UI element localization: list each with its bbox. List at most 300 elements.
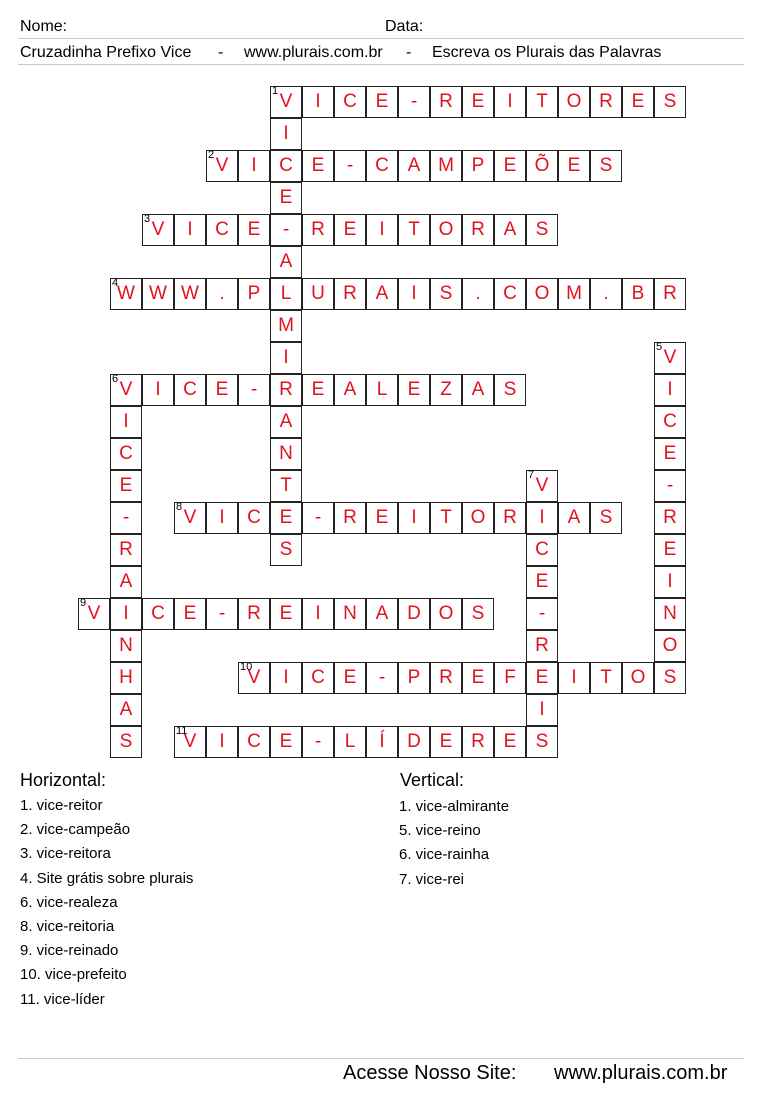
cell-letter: R: [343, 283, 357, 304]
cell-letter: Í: [379, 731, 385, 752]
crossword-cell[interactable]: [238, 598, 270, 630]
cell-letter: C: [535, 539, 549, 560]
cell-letter: -: [410, 91, 418, 112]
cell-letter: A: [119, 571, 133, 592]
cell-letter: R: [439, 667, 453, 688]
cell-letter: R: [503, 507, 517, 528]
cell-letter: R: [439, 91, 453, 112]
cell-letter: C: [503, 283, 517, 304]
cell-letter: Õ: [534, 155, 550, 176]
crossword-cell[interactable]: [494, 278, 526, 310]
crossword-cell[interactable]: [110, 406, 142, 438]
crossword-cell[interactable]: [526, 278, 558, 310]
cell-letter: D: [407, 603, 421, 624]
crossword-cell[interactable]: [366, 726, 398, 758]
cell-letter: M: [278, 315, 294, 336]
cell-letter: V: [183, 507, 197, 528]
cell-letter: E: [279, 731, 293, 752]
crossword-cell[interactable]: [462, 150, 494, 182]
crossword-cell[interactable]: [494, 374, 526, 406]
crossword-cell[interactable]: [526, 662, 558, 694]
crossword-cell[interactable]: [526, 534, 558, 566]
crossword-cell[interactable]: [270, 502, 302, 534]
crossword-cell[interactable]: [302, 86, 334, 118]
crossword-cell[interactable]: [430, 502, 462, 534]
cell-letter: -: [218, 603, 226, 624]
cell-letter: N: [343, 603, 357, 624]
crossword-cell[interactable]: [654, 342, 686, 374]
cell-letter: A: [375, 283, 389, 304]
cell-letter: V: [183, 731, 197, 752]
cell-letter: L: [376, 379, 388, 400]
crossword-cell[interactable]: [302, 502, 334, 534]
crossword-cell[interactable]: [430, 726, 462, 758]
cell-letter: C: [663, 411, 677, 432]
cell-letter: O: [470, 507, 486, 528]
crossword-cell[interactable]: [494, 726, 526, 758]
crossword-cell[interactable]: [110, 726, 142, 758]
crossword-cell[interactable]: [654, 534, 686, 566]
cell-letter: O: [534, 283, 550, 304]
cell-letter: T: [600, 667, 612, 688]
vertical-clue-item: 7. vice-rei: [399, 870, 465, 888]
crossword-cell[interactable]: [398, 726, 430, 758]
cell-letter: A: [119, 699, 133, 720]
cell-letter: T: [440, 507, 452, 528]
crossword-cell[interactable]: [238, 502, 270, 534]
horizontal-clue-item: 11. vice-líder: [20, 990, 105, 1008]
crossword-cell[interactable]: [558, 278, 590, 310]
crossword-cell[interactable]: [366, 86, 398, 118]
crossword-cell[interactable]: [302, 662, 334, 694]
crossword-cell[interactable]: [174, 598, 206, 630]
crossword-cell[interactable]: [110, 534, 142, 566]
cell-letter: V: [87, 603, 101, 624]
cell-letter: -: [250, 379, 258, 400]
date-label: Data:: [385, 18, 424, 35]
crossword-cell[interactable]: [526, 598, 558, 630]
crossword-cell[interactable]: [110, 502, 142, 534]
cell-letter: W: [149, 283, 167, 304]
horizontal-clue-item: 3. vice-reitora: [20, 845, 111, 863]
crossword-cell[interactable]: [526, 566, 558, 598]
crossword-cell[interactable]: [366, 662, 398, 694]
cell-letter: L: [280, 283, 292, 304]
crossword-cell[interactable]: [238, 726, 270, 758]
cell-letter: Z: [440, 379, 452, 400]
cell-letter: A: [375, 603, 389, 624]
crossword-cell[interactable]: [654, 438, 686, 470]
crossword-cell[interactable]: [526, 86, 558, 118]
horizontal-clue-item: 8. vice-reitoria: [20, 918, 115, 936]
crossword-cell[interactable]: [430, 662, 462, 694]
crossword-cell[interactable]: [366, 150, 398, 182]
crossword-cell[interactable]: [590, 278, 622, 310]
crossword-cell[interactable]: [526, 726, 558, 758]
subtitle-separator: -: [218, 44, 224, 61]
cell-letter: O: [438, 603, 454, 624]
crossword-cell[interactable]: [174, 502, 206, 534]
crossword-cell[interactable]: [174, 214, 206, 246]
cell-letter: P: [247, 283, 261, 304]
crossword-cell[interactable]: [558, 150, 590, 182]
cell-letter: M: [438, 155, 454, 176]
cell-letter: E: [535, 667, 549, 688]
crossword-cell[interactable]: [430, 86, 462, 118]
crossword-cell[interactable]: [462, 502, 494, 534]
crossword-cell[interactable]: [366, 374, 398, 406]
cell-letter: I: [251, 155, 257, 176]
crossword-cell[interactable]: [270, 726, 302, 758]
cell-letter: I: [283, 123, 289, 144]
crossword-cell[interactable]: [110, 438, 142, 470]
crossword-cell[interactable]: [622, 278, 654, 310]
crossword-cell[interactable]: [302, 278, 334, 310]
cell-letter: I: [123, 603, 129, 624]
crossword-cell[interactable]: [334, 86, 366, 118]
crossword-cell[interactable]: [526, 150, 558, 182]
cell-letter: V: [663, 347, 677, 368]
crossword-cell[interactable]: [398, 150, 430, 182]
cell-letter: C: [247, 731, 261, 752]
crossword-cell[interactable]: [494, 86, 526, 118]
cell-letter: S: [439, 283, 453, 304]
crossword-cell[interactable]: [558, 86, 590, 118]
crossword-cell[interactable]: [206, 214, 238, 246]
crossword-cell[interactable]: [462, 598, 494, 630]
cell-letter: .: [219, 283, 225, 304]
cell-letter: I: [539, 699, 545, 720]
cell-letter: A: [343, 379, 357, 400]
horizontal-clue-item: 10. vice-prefeito: [20, 966, 127, 984]
crossword-cell[interactable]: [78, 598, 110, 630]
cell-letter: I: [571, 667, 577, 688]
cell-letter: O: [438, 219, 454, 240]
cell-letter: D: [407, 731, 421, 752]
cell-letter: R: [279, 379, 293, 400]
crossword-cell[interactable]: [142, 374, 174, 406]
footer-url[interactable]: www.plurais.com.br: [554, 1062, 728, 1084]
cell-letter: -: [314, 731, 322, 752]
cell-letter: E: [311, 379, 325, 400]
clue-number: 4: [112, 277, 119, 289]
crossword-cell[interactable]: [462, 726, 494, 758]
crossword-cell[interactable]: [430, 598, 462, 630]
vertical-clue-item: 5. vice-reino: [399, 822, 481, 840]
cell-letter: -: [282, 219, 290, 240]
cell-letter: V: [119, 379, 133, 400]
crossword-cell[interactable]: [270, 374, 302, 406]
crossword-cell[interactable]: [206, 502, 238, 534]
crossword-cell[interactable]: [526, 694, 558, 726]
cell-letter: I: [219, 507, 225, 528]
cell-letter: C: [151, 603, 165, 624]
cell-letter: W: [117, 283, 135, 304]
crossword-cell[interactable]: [238, 278, 270, 310]
crossword-cell[interactable]: [654, 502, 686, 534]
crossword-cell[interactable]: [270, 310, 302, 342]
cell-letter: -: [378, 667, 386, 688]
cell-letter: A: [471, 379, 485, 400]
cell-letter: E: [279, 507, 293, 528]
cell-letter: O: [662, 635, 678, 656]
cell-letter: M: [566, 283, 582, 304]
crossword-cell[interactable]: [430, 374, 462, 406]
cell-letter: E: [247, 219, 261, 240]
crossword-cell[interactable]: [110, 470, 142, 502]
crossword-cell[interactable]: [654, 566, 686, 598]
cell-letter: E: [535, 571, 549, 592]
cell-letter: -: [122, 507, 130, 528]
crossword-cell[interactable]: [110, 662, 142, 694]
cell-letter: E: [279, 187, 293, 208]
cell-letter: P: [407, 667, 421, 688]
cell-letter: -: [346, 155, 354, 176]
crossword-cell[interactable]: [366, 214, 398, 246]
crossword-cell[interactable]: [334, 598, 366, 630]
cell-letter: S: [503, 379, 517, 400]
crossword-cell[interactable]: [334, 662, 366, 694]
crossword-cell[interactable]: [334, 150, 366, 182]
clue-number: 7: [528, 469, 535, 481]
crossword-cell[interactable]: [334, 726, 366, 758]
crossword-cell[interactable]: [526, 630, 558, 662]
crossword-cell[interactable]: [622, 662, 654, 694]
crossword-cell[interactable]: [206, 374, 238, 406]
cell-letter: E: [471, 667, 485, 688]
crossword-cell[interactable]: [334, 214, 366, 246]
crossword-cell[interactable]: [654, 374, 686, 406]
crossword-cell[interactable]: [462, 214, 494, 246]
crossword-cell[interactable]: [238, 214, 270, 246]
crossword-cell[interactable]: [270, 150, 302, 182]
crossword-cell[interactable]: [590, 502, 622, 534]
crossword-cell[interactable]: [302, 214, 334, 246]
cell-letter: I: [379, 219, 385, 240]
crossword-cell[interactable]: [270, 598, 302, 630]
clue-number: 11: [176, 725, 188, 737]
crossword-cell[interactable]: [174, 726, 206, 758]
crossword-cell[interactable]: [302, 726, 334, 758]
crossword-cell[interactable]: [110, 374, 142, 406]
crossword-cell[interactable]: [526, 502, 558, 534]
crossword-cell[interactable]: [366, 278, 398, 310]
cell-letter: I: [283, 347, 289, 368]
cell-letter: F: [504, 667, 516, 688]
cell-letter: E: [471, 91, 485, 112]
crossword-cell[interactable]: [270, 534, 302, 566]
crossword-cell[interactable]: [398, 214, 430, 246]
cell-letter: N: [119, 635, 133, 656]
crossword-cell[interactable]: [622, 86, 654, 118]
crossword-cell[interactable]: [398, 662, 430, 694]
crossword-cell[interactable]: [398, 86, 430, 118]
crossword-cell[interactable]: [654, 630, 686, 662]
crossword-cell[interactable]: [462, 374, 494, 406]
crossword-cell[interactable]: [142, 214, 174, 246]
crossword-cell[interactable]: [526, 470, 558, 502]
crossword-cell[interactable]: [302, 374, 334, 406]
crossword-cell[interactable]: [334, 374, 366, 406]
cell-letter: I: [187, 219, 193, 240]
crossword-cell[interactable]: [430, 214, 462, 246]
crossword-cell[interactable]: [270, 342, 302, 374]
cell-letter: E: [375, 91, 389, 112]
crossword-cell[interactable]: [366, 598, 398, 630]
crossword-cell[interactable]: [270, 406, 302, 438]
cell-letter: -: [314, 507, 322, 528]
crossword-cell[interactable]: [270, 118, 302, 150]
crossword-cell[interactable]: [110, 630, 142, 662]
cell-letter: A: [567, 507, 581, 528]
crossword-cell[interactable]: [142, 598, 174, 630]
crossword-cell[interactable]: [334, 278, 366, 310]
crossword-cell[interactable]: [270, 246, 302, 278]
crossword-cell[interactable]: [398, 374, 430, 406]
crossword-cell[interactable]: [558, 502, 590, 534]
crossword-cell[interactable]: [174, 374, 206, 406]
crossword-cell[interactable]: [494, 150, 526, 182]
crossword-cell[interactable]: [238, 662, 270, 694]
cell-letter: R: [663, 507, 677, 528]
crossword-cell[interactable]: [590, 150, 622, 182]
crossword-cell[interactable]: [110, 278, 142, 310]
crossword-cell[interactable]: [430, 278, 462, 310]
crossword-cell[interactable]: [302, 598, 334, 630]
cell-letter: V: [535, 475, 549, 496]
cell-letter: E: [503, 155, 517, 176]
cell-letter: I: [507, 91, 513, 112]
crossword-cell[interactable]: [206, 598, 238, 630]
crossword-cell[interactable]: [206, 726, 238, 758]
cell-letter: A: [279, 251, 293, 272]
cell-letter: S: [279, 539, 293, 560]
cell-letter: R: [471, 219, 485, 240]
crossword-cell[interactable]: [270, 214, 302, 246]
clue-number: 10: [240, 661, 253, 673]
cell-letter: S: [599, 507, 613, 528]
footer-rule: [18, 1058, 744, 1059]
cell-letter: I: [155, 379, 161, 400]
subtitle-separator: -: [406, 44, 412, 61]
crossword-cell[interactable]: [462, 86, 494, 118]
crossword-cell[interactable]: [270, 278, 302, 310]
crossword-cell[interactable]: [302, 150, 334, 182]
crossword-cell[interactable]: [430, 150, 462, 182]
cell-letter: .: [603, 283, 609, 304]
crossword-cell[interactable]: [238, 150, 270, 182]
cell-letter: -: [666, 475, 674, 496]
cell-letter: I: [667, 379, 673, 400]
cell-letter: S: [471, 603, 485, 624]
crossword-cell[interactable]: [654, 278, 686, 310]
cell-letter: E: [631, 91, 645, 112]
cell-letter: R: [663, 283, 677, 304]
crossword-cell[interactable]: [654, 406, 686, 438]
cell-letter: C: [119, 443, 133, 464]
crossword-cell[interactable]: [494, 662, 526, 694]
crossword-cell[interactable]: [654, 598, 686, 630]
horizontal-clues-list: [20, 794, 193, 1012]
horizontal-clue-item: 1. vice-reitor: [20, 797, 103, 814]
cell-letter: S: [119, 731, 133, 752]
cell-letter: I: [315, 91, 321, 112]
crossword-cell[interactable]: [590, 662, 622, 694]
crossword-cell[interactable]: [558, 662, 590, 694]
crossword-cell[interactable]: [270, 662, 302, 694]
horizontal-clue-item: 2. vice-campeão: [20, 821, 131, 839]
crossword-cell[interactable]: [270, 86, 302, 118]
crossword-cell[interactable]: [206, 278, 238, 310]
crossword-cell[interactable]: [366, 502, 398, 534]
cell-letter: I: [411, 283, 417, 304]
cell-letter: O: [630, 667, 646, 688]
cell-letter: R: [599, 91, 613, 112]
cell-letter: E: [311, 155, 325, 176]
cell-letter: I: [315, 603, 321, 624]
cell-letter: C: [375, 155, 389, 176]
footer-label: Acesse Nosso Site:: [343, 1062, 517, 1084]
cell-letter: E: [343, 219, 357, 240]
subtitle-instructions: Escreva os Plurais das Palavras: [432, 44, 662, 61]
crossword-cell[interactable]: [110, 694, 142, 726]
crossword-cell[interactable]: [494, 502, 526, 534]
crossword-cell[interactable]: [334, 502, 366, 534]
crossword-cell[interactable]: [110, 598, 142, 630]
crossword-cell[interactable]: [654, 662, 686, 694]
cell-letter: C: [215, 219, 229, 240]
cell-letter: I: [411, 507, 417, 528]
cell-letter: P: [471, 155, 485, 176]
crossword-cell[interactable]: [110, 566, 142, 598]
crossword-cell[interactable]: [398, 598, 430, 630]
crossword-cell[interactable]: [654, 86, 686, 118]
crossword-cell[interactable]: [270, 438, 302, 470]
crossword-cell[interactable]: [142, 278, 174, 310]
crossword-cell[interactable]: [654, 470, 686, 502]
crossword-cell[interactable]: [462, 278, 494, 310]
cell-letter: .: [475, 283, 481, 304]
cell-letter: B: [631, 283, 645, 304]
cell-letter: C: [279, 155, 293, 176]
crossword-cell[interactable]: [238, 374, 270, 406]
cell-letter: C: [247, 507, 261, 528]
crossword-cell[interactable]: [174, 278, 206, 310]
crossword-cell[interactable]: [462, 662, 494, 694]
crossword-cell[interactable]: [398, 502, 430, 534]
cell-letter: I: [283, 667, 289, 688]
crossword-cell[interactable]: [494, 214, 526, 246]
crossword-cell[interactable]: [526, 214, 558, 246]
clue-number: 6: [112, 373, 119, 385]
cell-letter: L: [344, 731, 356, 752]
crossword-cell[interactable]: [398, 278, 430, 310]
crossword-cell[interactable]: [206, 150, 238, 182]
vertical-clues-list: [399, 795, 509, 892]
cell-letter: S: [663, 91, 677, 112]
clue-number: 5: [656, 341, 663, 353]
crossword-cell[interactable]: [590, 86, 622, 118]
crossword-cell[interactable]: [270, 470, 302, 502]
cell-letter: E: [567, 155, 581, 176]
clue-number: 8: [176, 501, 183, 513]
crossword-cell[interactable]: [270, 182, 302, 214]
cell-letter: A: [279, 411, 293, 432]
clue-number: 1: [272, 85, 279, 97]
cell-letter: S: [535, 731, 549, 752]
subtitle-title: Cruzadinha Prefixo Vice: [20, 44, 192, 61]
clue-number: 2: [208, 149, 215, 161]
